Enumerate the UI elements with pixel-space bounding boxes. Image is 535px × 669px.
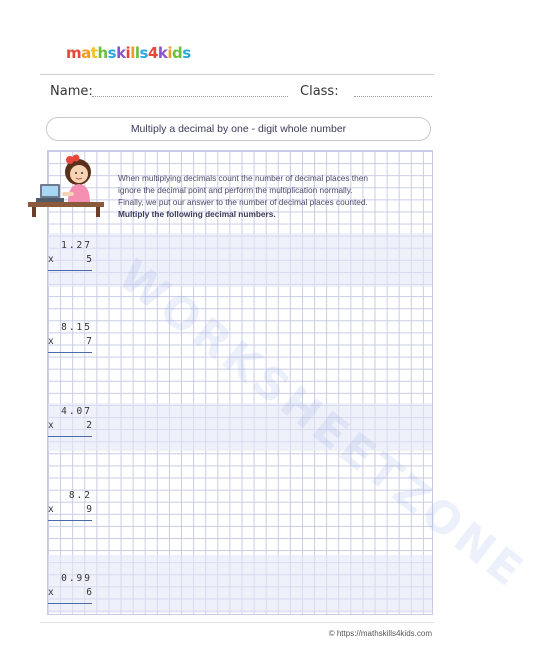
logo-letter: t xyxy=(90,44,98,62)
instruction-line-3: Finally, we put our answer to the number of decimal places counted. xyxy=(118,197,368,208)
band-1 xyxy=(48,233,432,287)
logo-letter: k xyxy=(157,44,168,62)
problem-1-answer-line[interactable] xyxy=(48,270,92,271)
problem-1-decimal: 1.27 xyxy=(61,240,92,251)
problem-1-operator: x xyxy=(48,254,54,265)
problem-2-answer-line[interactable] xyxy=(48,352,92,353)
instruction-line-2: ignore the decimal point and perform the multiplication normally. xyxy=(118,185,353,196)
logo-letter: i xyxy=(167,44,173,62)
problem-5-operator: x xyxy=(48,587,54,598)
logo-letter: h xyxy=(97,44,108,62)
class-label: Class: xyxy=(300,84,339,99)
instruction-line-4: Multiply the following decimal numbers. xyxy=(118,209,276,220)
problem-1-multiplier: 5 xyxy=(86,254,92,265)
problem-3-decimal: 4.07 xyxy=(61,406,92,417)
problem-4-multiplier: 9 xyxy=(86,504,92,515)
logo-letter: i xyxy=(125,44,131,62)
problem-2-multiplier: 7 xyxy=(86,336,92,347)
logo-letter: m xyxy=(66,44,82,62)
logo-letter: d xyxy=(172,44,183,62)
problem-5-decimal: 0.99 xyxy=(61,573,92,584)
name-line[interactable] xyxy=(92,96,288,97)
problem-5-answer-line[interactable] xyxy=(48,603,92,604)
problem-3-answer-line[interactable] xyxy=(48,436,92,437)
problem-4-operator: x xyxy=(48,504,54,515)
header-divider xyxy=(40,74,434,75)
logo-letter: l xyxy=(134,44,140,62)
footer-divider xyxy=(40,622,434,623)
instructions-text xyxy=(118,172,418,220)
band-3 xyxy=(48,555,432,613)
problem-2-decimal: 8.15 xyxy=(61,322,92,333)
logo-letter: s xyxy=(139,44,148,62)
logo-letter: s xyxy=(182,44,191,62)
logo-letter: k xyxy=(116,44,126,62)
problem-4-answer-line[interactable] xyxy=(48,520,92,521)
class-line[interactable] xyxy=(354,96,432,97)
logo-letter: s xyxy=(107,44,117,62)
mathskills4kids-logo xyxy=(66,44,191,62)
problem-4-decimal: 8.2 xyxy=(68,490,92,501)
girl-at-computer-icon xyxy=(28,152,104,218)
footer-url[interactable]: © https://mathskills4kids.com xyxy=(328,629,432,638)
problem-3-multiplier: 2 xyxy=(86,420,92,431)
problem-3-operator: x xyxy=(48,420,54,431)
worksheet-title: Multiply a decimal by one - digit whole number xyxy=(46,117,431,141)
logo-letter: a xyxy=(81,44,91,62)
band-2 xyxy=(48,403,432,451)
logo-letter: 4 xyxy=(147,44,158,62)
problem-2-operator: x xyxy=(48,336,54,347)
logo-letter: l xyxy=(130,44,135,62)
problem-5-multiplier: 6 xyxy=(86,587,92,598)
name-label: Name: xyxy=(50,84,93,99)
instruction-line-1: When multiplying decimals count the number of decimal places then xyxy=(118,173,368,183)
